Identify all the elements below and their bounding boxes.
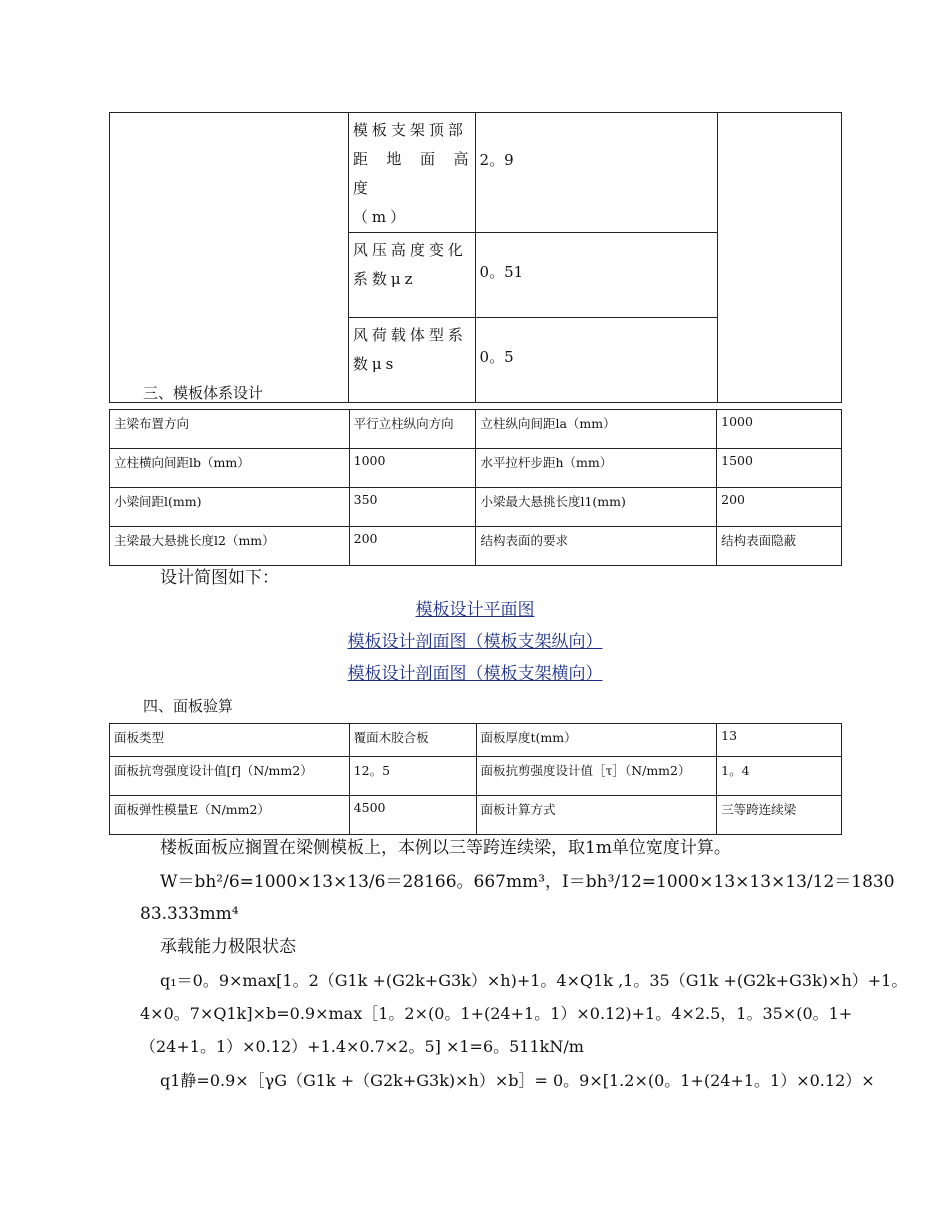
table-row: 面板抗弯强度设计值[f]（N/mm2） 12。5 面板抗剪强度设计值［τ］（N/mm2） 1。4: [110, 757, 842, 796]
longitudinal-section-link[interactable]: 模板设计剖面图（模板支架纵向）: [347, 632, 603, 652]
formula-q1: q₁＝0。9×max[1。2（G1k +(G2k+G3k）×h)+1。4×Q1k ,1。35（G1k +(G2k+G3k)×h）+1。: [160, 971, 908, 990]
limit-state-heading: 承载能力极限状态: [160, 937, 296, 957]
formula-q1-cont1: 4×0。7×Q1k]×b=0.9×max［1。2×(0。1+(24+1。1）×0.12)+1。4×2.5，1。35×(0。1+: [140, 1004, 853, 1023]
table-row: 面板类型 覆面木胶合板 面板厚度t(mm） 13: [110, 724, 842, 757]
formula-q1-cont2: （24+1。1）×0.12）+1.4×0.7×2。5] ×1=6。511kN/m: [140, 1037, 584, 1056]
paragraph-intro: 楼板面板应搁置在梁侧模板上，本例以三等跨连续梁，取1m单位宽度计算。: [160, 838, 731, 858]
table-row: 主梁最大悬挑长度l2（mm） 200 结构表面的要求 结构表面隐蔽: [110, 527, 842, 566]
table-row: 立柱横向间距lb（mm） 1000 水平拉杆步距h（mm） 1500: [110, 449, 842, 488]
empty-cell-right: [717, 113, 841, 403]
formula-w-cont: 83.333mm⁴: [140, 904, 239, 924]
formula-q1-static: q1静=0.9×［γG（G1k +（G2k+G3k)×h）×b］= 0。9×[1.2×(0。1+(24+1。1）×0.12）×: [160, 1071, 875, 1090]
wind-shape-coef-label: 风荷载体型系 数μs: [348, 318, 475, 403]
table-row: 小梁间距l(mm) 350 小梁最大悬挑长度l1(mm) 200: [110, 488, 842, 527]
section-3-title: 三、模板体系设计: [143, 384, 264, 402]
empty-cell-left: [110, 113, 349, 403]
formwork-system-table: [109, 409, 842, 566]
section-4-title: 四、面板验算: [143, 697, 234, 715]
design-intro: 设计简图如下：: [160, 568, 279, 588]
wind-pressure-coef-value: 0。51: [475, 233, 717, 318]
formula-w: W＝bh²/6=1000×13×13/6＝28166。667mm³，I＝bh³/12=1000×13×13×13/12＝1830: [160, 872, 895, 892]
wind-load-table: [109, 112, 842, 403]
support-height-value: 2。9: [475, 113, 717, 233]
support-height-label: 模板支架顶部 距 地 面 高 度 （m）: [348, 113, 475, 233]
wind-shape-coef-value: 0。5: [475, 318, 717, 403]
transverse-section-link[interactable]: 模板设计剖面图（模板支架横向）: [347, 664, 603, 684]
plan-view-link[interactable]: 模板设计平面图: [415, 600, 535, 620]
wind-pressure-coef-label: 风压高度变化 系数μz: [348, 233, 475, 318]
table-row: 面板弹性模量E（N/mm2） 4500 面板计算方式 三等跨连续梁: [110, 796, 842, 835]
table-row: 主梁布置方向 平行立柱纵向方向 立柱纵向间距la（mm） 1000: [110, 410, 842, 449]
panel-params-table: [109, 723, 842, 835]
